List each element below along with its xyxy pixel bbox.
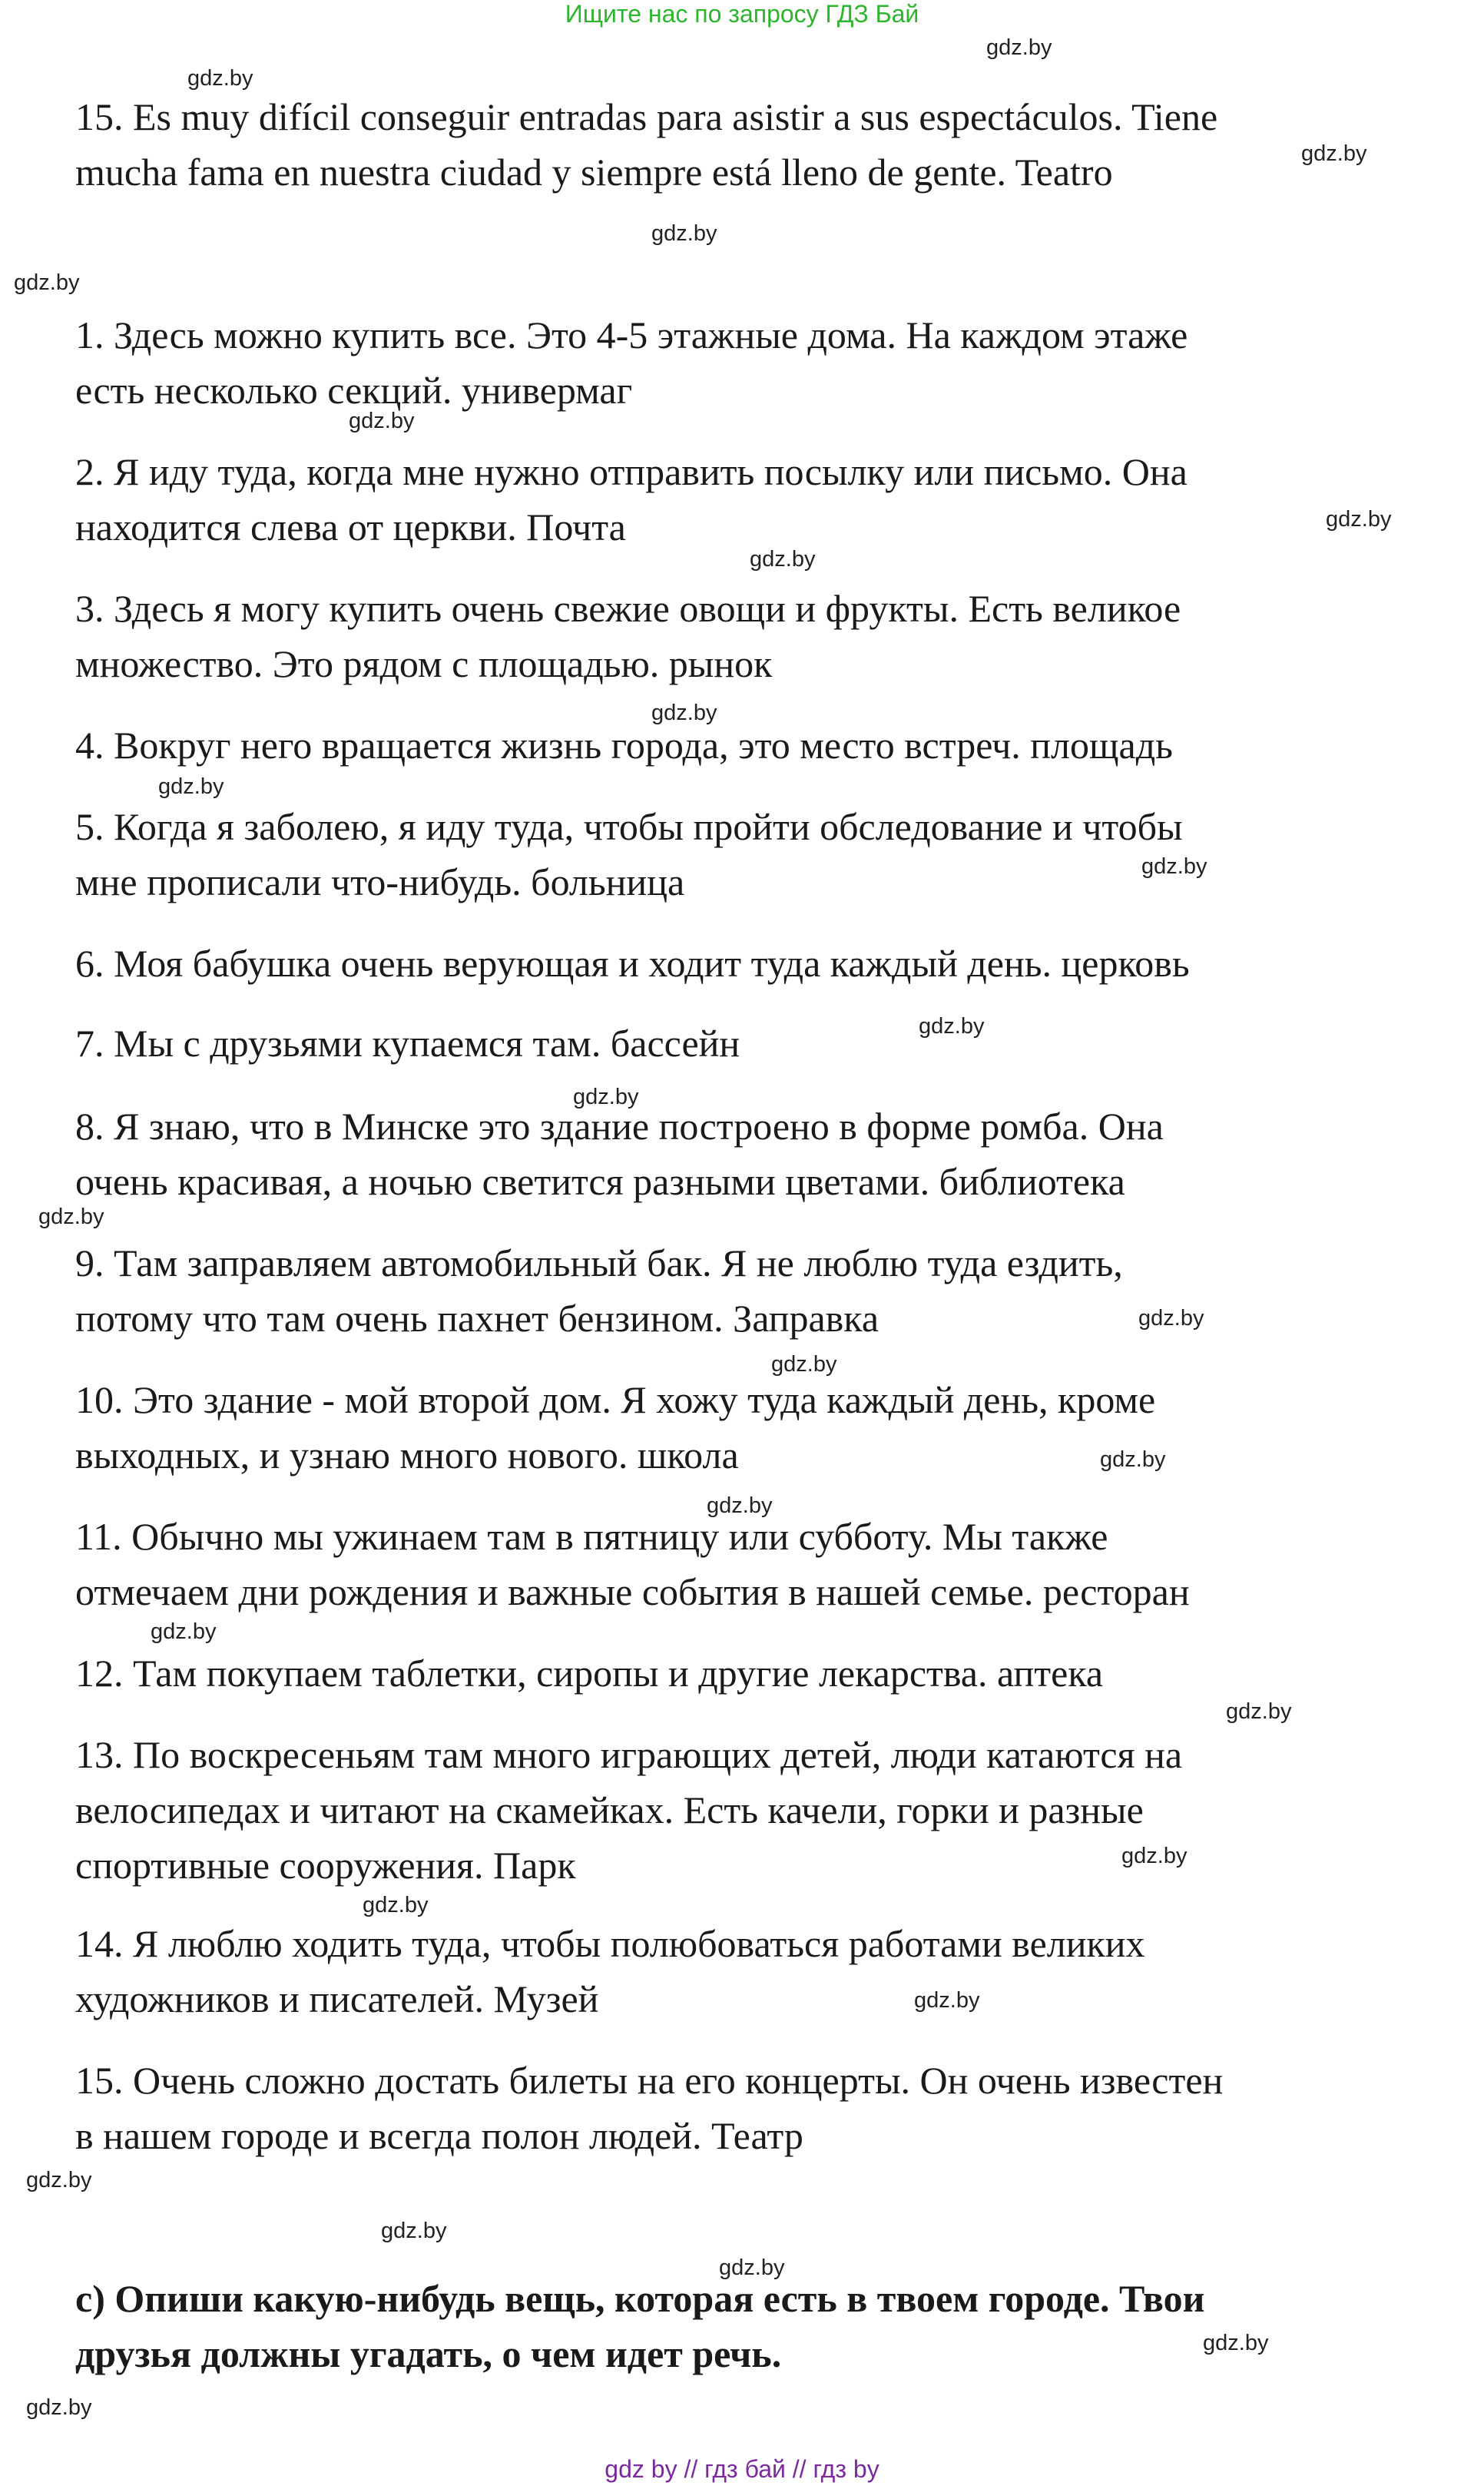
paragraph-14 bbox=[75, 1916, 1458, 2027]
paragraph-line: 4. Вокруг него вращается жизнь города, это место встреч. площадь bbox=[75, 724, 1173, 767]
paragraph-7 bbox=[75, 1016, 1458, 1071]
paragraph-line: 10. Это здание - мой второй дом. Я хожу туда каждый день, кроме bbox=[75, 1378, 1156, 1421]
watermark: gdz.by bbox=[1100, 1447, 1166, 1472]
watermark: gdz.by bbox=[187, 66, 253, 91]
paragraph-line: 1. Здесь можно купить все. Это 4-5 этажные дома. На каждом этаже bbox=[75, 313, 1188, 356]
task-line: c) Опиши какую-нибудь вещь, которая есть в твоем городе. Твои bbox=[75, 2277, 1205, 2320]
watermark: gdz.by bbox=[1203, 2331, 1269, 2355]
paragraph-line: 3. Здесь я могу купить очень свежие овощи и фрукты. Есть великое bbox=[75, 587, 1181, 630]
watermark: gdz.by bbox=[38, 1205, 104, 1229]
watermark: gdz.by bbox=[1138, 1306, 1204, 1331]
watermark: gdz.by bbox=[158, 774, 224, 799]
paragraph-line: художников и писателей. Музей bbox=[75, 1977, 599, 2020]
paragraph-line: отмечаем дни рождения и важные события в нашей семье. ресторан bbox=[75, 1570, 1190, 1613]
watermark: gdz.by bbox=[750, 547, 816, 572]
paragraph-line: мне прописали что-нибудь. больница bbox=[75, 860, 685, 903]
paragraph-line: mucha fama en nuestra ciudad y siempre está lleno de gente. Teatro bbox=[75, 151, 1113, 194]
paragraph-12 bbox=[75, 1646, 1458, 1701]
watermark: gdz.by bbox=[914, 1988, 980, 2013]
paragraph-3 bbox=[75, 581, 1458, 691]
watermark: gdz.by bbox=[719, 2255, 785, 2280]
watermark: gdz.by bbox=[381, 2219, 447, 2243]
watermark: gdz.by bbox=[919, 1014, 985, 1039]
paragraph-1 bbox=[75, 307, 1458, 418]
paragraph-line: 8. Я знаю, что в Минске это здание построено в форме ромба. Она bbox=[75, 1105, 1164, 1148]
paragraph-line: 12. Там покупаем таблетки, сиропы и другие лекарства. аптека bbox=[75, 1652, 1104, 1695]
paragraph-line: 11. Обычно мы ужинаем там в пятницу или субботу. Мы также bbox=[75, 1515, 1108, 1558]
paragraph-10 bbox=[75, 1372, 1458, 1483]
paragraph-line: 6. Моя бабушка очень верующая и ходит туда каждый день. церковь bbox=[75, 942, 1190, 985]
paragraph-5 bbox=[75, 799, 1458, 910]
watermark: gdz.by bbox=[651, 701, 717, 725]
watermark: gdz.by bbox=[986, 35, 1052, 60]
task-heading bbox=[75, 2271, 1458, 2381]
paragraph-line: 13. По воскресеньям там много играющих детей, люди катаются на bbox=[75, 1733, 1183, 1776]
paragraph-line: в нашем городе и всегда полон людей. Театр bbox=[75, 2114, 803, 2157]
watermark: gdz.by bbox=[349, 409, 415, 433]
paragraph-line: велосипедах и читают на скамейках. Есть качели, горки и разные bbox=[75, 1788, 1144, 1831]
paragraph-line: есть несколько секций. универмаг bbox=[75, 369, 633, 412]
paragraph-line: находится слева от церкви. Почта bbox=[75, 505, 626, 549]
paragraph-line: потому что там очень пахнет бензином. Заправка bbox=[75, 1297, 879, 1340]
top-banner[interactable]: Ищите нас по запросу ГДЗ Бай bbox=[565, 0, 919, 28]
watermark: gdz.by bbox=[707, 1493, 773, 1518]
paragraph-line: множество. Это рядом с площадью. рынок bbox=[75, 642, 773, 685]
watermark: gdz.by bbox=[363, 1893, 429, 1917]
paragraph-line: 15. Es muy difícil conseguir entradas para asistir a sus espectáculos. Tiene bbox=[75, 95, 1218, 138]
paragraph-line: очень красивая, а ночью светится разными цветами. библиотека bbox=[75, 1160, 1125, 1203]
watermark: gdz.by bbox=[151, 1619, 217, 1644]
paragraph-line: спортивные сооружения. Парк bbox=[75, 1844, 576, 1887]
watermark: gdz.by bbox=[1226, 1699, 1292, 1724]
paragraph-line: 15. Очень сложно достать билеты на его концерты. Он очень известен bbox=[75, 2059, 1224, 2102]
paragraph-2 bbox=[75, 444, 1458, 555]
paragraph-8 bbox=[75, 1099, 1458, 1209]
watermark: gdz.by bbox=[771, 1352, 837, 1377]
paragraph-11 bbox=[75, 1509, 1458, 1619]
watermark: gdz.by bbox=[26, 2395, 92, 2420]
paragraph-15-spanish bbox=[75, 89, 1458, 200]
paragraph-line: 5. Когда я заболею, я иду туда, чтобы пройти обследование и чтобы bbox=[75, 805, 1183, 848]
watermark: gdz.by bbox=[573, 1085, 639, 1109]
watermark: gdz.by bbox=[14, 270, 80, 295]
watermark: gdz.by bbox=[1121, 1844, 1188, 1868]
watermark: gdz.by bbox=[1326, 507, 1392, 532]
watermark: gdz.by bbox=[1141, 854, 1207, 879]
watermark: gdz.by bbox=[1301, 141, 1367, 166]
paragraph-line: 7. Мы с друзьями купаемся там. бассейн bbox=[75, 1022, 740, 1065]
task-line: друзья должны угадать, о чем идет речь. bbox=[75, 2332, 782, 2375]
paragraph-line: выходных, и узнаю много нового. школа bbox=[75, 1433, 739, 1476]
watermark: gdz.by bbox=[651, 221, 717, 246]
paragraph-4 bbox=[75, 718, 1458, 773]
watermark: gdz.by bbox=[26, 2168, 92, 2192]
paragraph-line: 14. Я люблю ходить туда, чтобы полюбоваться работами великих bbox=[75, 1922, 1145, 1965]
footer-links[interactable]: gdz by // гдз бай // гдз by bbox=[605, 2455, 879, 2483]
paragraph-line: 2. Я иду туда, когда мне нужно отправить посылку или письмо. Она bbox=[75, 450, 1188, 493]
paragraph-line: 9. Там заправляем автомобильный бак. Я не люблю туда ездить, bbox=[75, 1241, 1123, 1284]
paragraph-9 bbox=[75, 1235, 1458, 1346]
paragraph-6 bbox=[75, 936, 1458, 991]
paragraph-15 bbox=[75, 2053, 1458, 2163]
paragraph-13 bbox=[75, 1727, 1458, 1893]
